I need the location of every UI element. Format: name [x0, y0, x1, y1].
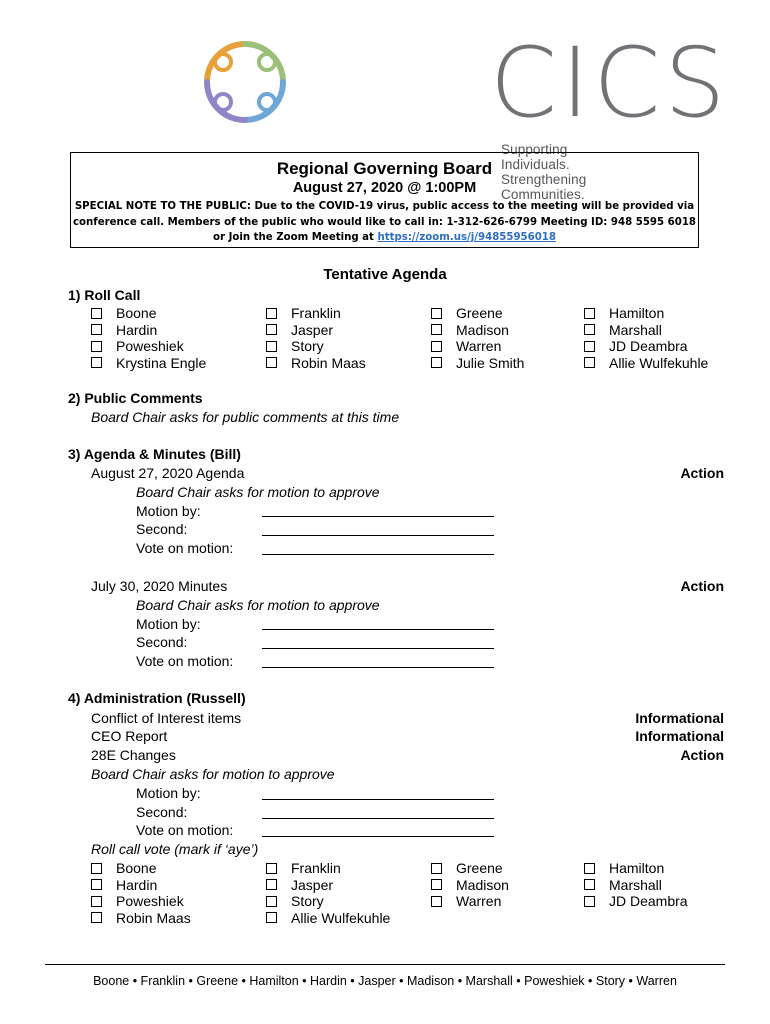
checkbox-item[interactable]	[266, 860, 341, 876]
checkbox-icon[interactable]	[91, 879, 102, 890]
minutes-vote-line[interactable]	[262, 667, 494, 668]
agenda-motion-label: Motion by:	[136, 503, 201, 519]
checkbox-label: Story	[291, 893, 324, 909]
checkbox-label: Allie Wulfekuhle	[291, 909, 391, 926]
checkbox-item[interactable]	[91, 322, 157, 338]
checkbox-label: Greene	[456, 860, 503, 876]
public-comments-note: Board Chair asks for public comments at this time	[91, 409, 400, 425]
minutes-vote-label: Vote on motion:	[136, 653, 234, 669]
checkbox-item[interactable]	[266, 877, 333, 893]
admin-second-label: Second:	[136, 804, 188, 820]
agenda-minutes-heading: 3) Agenda & Minutes (Bill)	[68, 446, 241, 462]
minutes-motion-line[interactable]	[262, 629, 494, 630]
public-comments-heading: 2) Public Comments	[68, 390, 203, 406]
admin-vote-line[interactable]	[262, 836, 494, 837]
agenda-motion-line[interactable]	[262, 516, 494, 517]
checkbox-icon[interactable]	[431, 357, 442, 368]
checkbox-item[interactable]	[431, 305, 503, 321]
checkbox-item[interactable]	[431, 893, 501, 909]
admin-motion-line[interactable]	[262, 799, 494, 800]
agenda-second-line[interactable]	[262, 535, 494, 536]
checkbox-item[interactable]	[266, 893, 324, 909]
checkbox-icon[interactable]	[584, 357, 595, 368]
admin-item-status: Informational	[635, 710, 724, 726]
minutes-item-title: July 30, 2020 Minutes	[91, 578, 228, 594]
checkbox-item[interactable]	[91, 910, 191, 926]
checkbox-label: Poweshiek	[116, 338, 184, 354]
checkbox-item[interactable]	[266, 355, 366, 371]
checkbox-item[interactable]	[584, 877, 662, 893]
checkbox-icon[interactable]	[266, 341, 277, 352]
checkbox-item[interactable]	[266, 910, 390, 926]
checkbox-item[interactable]	[431, 860, 503, 876]
checkbox-label: Poweshiek	[116, 893, 184, 909]
checkbox-label: Hamilton	[609, 305, 665, 321]
admin-note: Board Chair asks for motion to approve	[91, 766, 335, 782]
checkbox-item[interactable]	[584, 860, 664, 876]
checkbox-item[interactable]	[431, 355, 524, 371]
checkbox-icon[interactable]	[584, 324, 595, 335]
checkbox-item[interactable]	[431, 338, 501, 354]
meeting-title: Regional Governing Board	[276, 159, 493, 178]
notice-line-1: SPECIAL NOTE TO THE PUBLIC: Due to the COVID-19 virus, public access to the meeting will be provided via	[74, 201, 695, 212]
public-notice	[71, 199, 698, 246]
checkbox-item[interactable]	[91, 877, 157, 893]
checkbox-icon[interactable]	[584, 896, 595, 907]
checkbox-item[interactable]	[91, 305, 156, 321]
checkbox-icon[interactable]	[91, 357, 102, 368]
checkbox-icon[interactable]	[584, 341, 595, 352]
checkbox-item[interactable]	[91, 355, 206, 371]
admin-item-label: 28E Changes	[91, 747, 176, 763]
checkbox-icon[interactable]	[266, 879, 277, 890]
checkbox-icon[interactable]	[91, 324, 102, 335]
checkbox-item[interactable]	[431, 322, 509, 338]
checkbox-label: Hardin	[116, 876, 158, 893]
agenda-second-label: Second:	[136, 521, 188, 537]
checkbox-icon[interactable]	[431, 341, 442, 352]
checkbox-icon[interactable]	[91, 341, 102, 352]
agenda-item-title: August 27, 2020 Agenda	[91, 465, 245, 481]
checkbox-label: Hamilton	[609, 860, 665, 876]
checkbox-icon[interactable]	[91, 896, 102, 907]
checkbox-label: Story	[291, 338, 324, 354]
checkbox-item[interactable]	[91, 893, 184, 909]
checkbox-item[interactable]	[91, 338, 184, 354]
checkbox-label: Boone	[116, 860, 157, 876]
checkbox-icon[interactable]	[266, 308, 277, 319]
checkbox-icon[interactable]	[431, 879, 442, 890]
checkbox-label: JD Deambra	[609, 893, 688, 909]
checkbox-item[interactable]	[266, 305, 341, 321]
checkbox-icon[interactable]	[584, 863, 595, 874]
checkbox-icon[interactable]	[431, 308, 442, 319]
checkbox-label: Warren	[456, 893, 502, 909]
checkbox-label: Warren	[456, 338, 502, 354]
admin-item-status: Informational	[635, 728, 724, 744]
checkbox-item[interactable]	[431, 877, 509, 893]
checkbox-item[interactable]	[584, 322, 662, 338]
roll-call-heading: 1) Roll Call	[68, 287, 141, 303]
footer-divider	[45, 964, 725, 965]
checkbox-label: Boone	[116, 305, 157, 321]
people-circle-icon	[185, 22, 305, 142]
checkbox-item[interactable]	[91, 860, 156, 876]
admin-item-status: Action	[680, 747, 724, 763]
admin-item-label: CEO Report	[91, 728, 168, 744]
checkbox-label: Franklin	[291, 860, 341, 876]
meeting-date: August 27, 2020 @ 1:00PM	[292, 180, 477, 196]
checkbox-label: JD Deambra	[609, 338, 688, 354]
checkbox-icon[interactable]	[91, 863, 102, 874]
agenda-vote-label: Vote on motion:	[136, 540, 234, 556]
checkbox-icon[interactable]	[584, 308, 595, 319]
checkbox-icon[interactable]	[266, 896, 277, 907]
footer-counties: Boone • Franklin • Greene • Hamilton • Hardin • Jasper • Madison • Marshall • Poweshiek • Story • Warren	[93, 974, 677, 988]
checkbox-icon[interactable]	[266, 863, 277, 874]
checkbox-label: Madison	[456, 876, 509, 893]
admin-item-label: Conflict of Interest items	[91, 710, 242, 726]
admin-motion-label: Motion by:	[136, 785, 201, 801]
checkbox-item[interactable]	[584, 355, 708, 371]
checkbox-label: Hardin	[116, 321, 158, 338]
checkbox-label: Jasper	[291, 321, 334, 338]
checkbox-label: Franklin	[291, 305, 341, 321]
checkbox-label: Robin Maas	[116, 909, 191, 926]
checkbox-icon[interactable]	[266, 357, 277, 368]
notice-line-2: conference call. Members of the public who would like to call in: 1-312-626-6799 Meeting ID: 948 5595 6018	[72, 216, 696, 228]
checkbox-label: Allie Wulfekuhle	[609, 354, 709, 371]
administration-heading: 4) Administration (Russell)	[68, 690, 246, 706]
agenda-vote-line[interactable]	[262, 554, 494, 555]
notice-line-3: or Join the Zoom Meeting at https://zoom.us/j/94855956018	[213, 232, 556, 243]
checkbox-icon[interactable]	[431, 863, 442, 874]
minutes-item-note: Board Chair asks for motion to approve	[136, 597, 380, 613]
admin-vote-label: Vote on motion:	[136, 822, 234, 838]
agenda-title: Tentative Agenda	[323, 266, 447, 283]
tagline: Supporting Individuals. Strengthening Communities.	[501, 142, 587, 202]
checkbox-label: Robin Maas	[291, 354, 366, 371]
checkbox-icon[interactable]	[431, 896, 442, 907]
checkbox-label: Krystina Engle	[116, 354, 207, 371]
checkbox-item[interactable]	[266, 338, 324, 354]
checkbox-label: Madison	[456, 321, 509, 338]
checkbox-icon[interactable]	[584, 879, 595, 890]
logo-text: CICS	[490, 27, 730, 139]
roll-call-vote-label: Roll call vote (mark if ‘aye’)	[91, 841, 259, 857]
agenda-item-note: Board Chair asks for motion to approve	[136, 484, 380, 500]
checkbox-item[interactable]	[266, 322, 333, 338]
checkbox-label: Marshall	[609, 321, 662, 338]
admin-second-line[interactable]	[262, 818, 494, 819]
checkbox-label: Marshall	[609, 876, 662, 893]
checkbox-label: Jasper	[291, 876, 334, 893]
checkbox-label: Julie Smith	[456, 354, 525, 371]
checkbox-label: Greene	[456, 305, 503, 321]
meeting-notice-box	[70, 152, 699, 248]
minutes-second-line[interactable]	[262, 648, 494, 649]
checkbox-item[interactable]	[584, 893, 688, 909]
checkbox-icon[interactable]	[266, 324, 277, 335]
checkbox-icon[interactable]	[91, 308, 102, 319]
minutes-motion-label: Motion by:	[136, 616, 201, 632]
minutes-item-status: Action	[680, 578, 724, 594]
agenda-item-status: Action	[680, 465, 724, 481]
minutes-second-label: Second:	[136, 634, 188, 650]
zoom-link[interactable]: https://zoom.us/j/94855956018	[377, 232, 556, 243]
checkbox-item[interactable]	[584, 338, 688, 354]
checkbox-icon[interactable]	[431, 324, 442, 335]
checkbox-item[interactable]	[584, 305, 664, 321]
checkbox-icon[interactable]	[266, 912, 277, 923]
checkbox-icon[interactable]	[91, 912, 102, 923]
